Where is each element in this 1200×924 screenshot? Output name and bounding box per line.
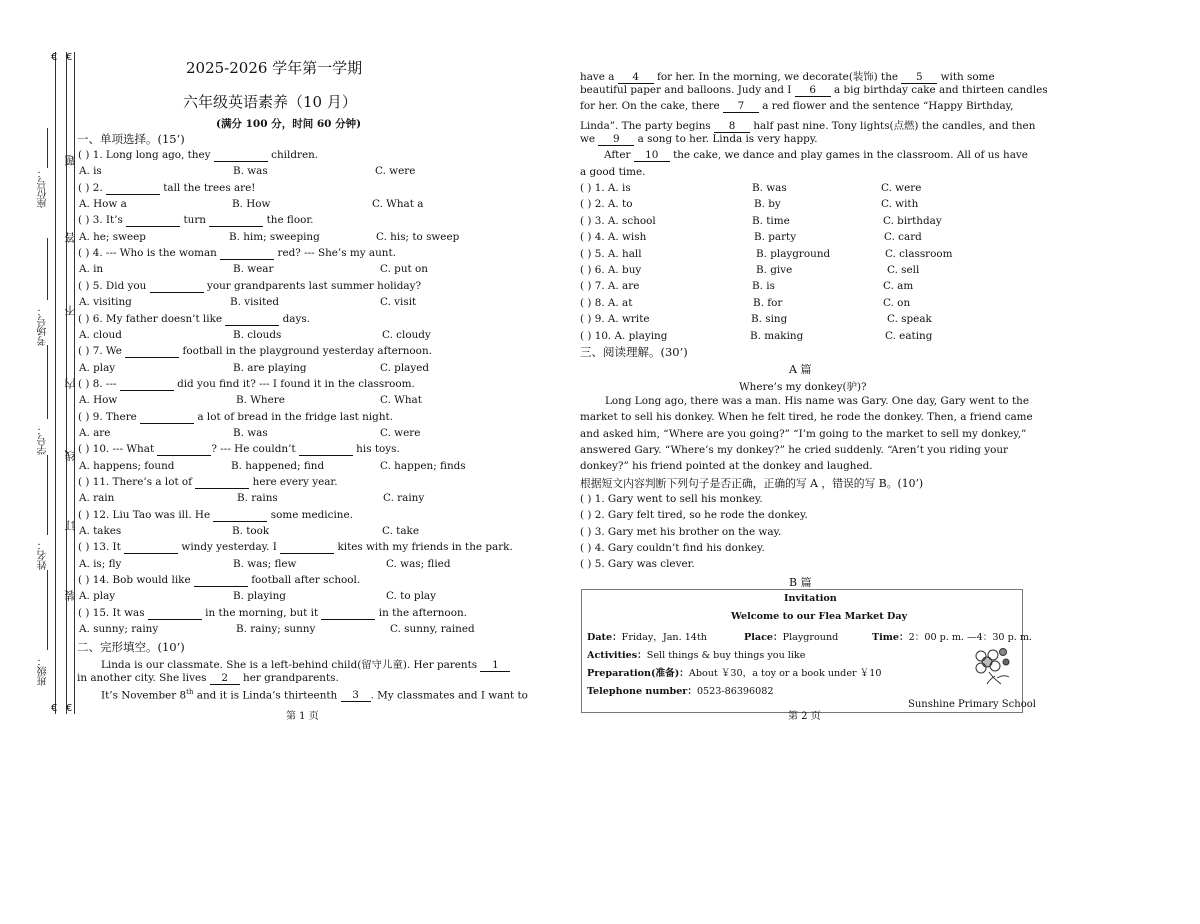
passage-a-title: A 篇 [789, 363, 812, 376]
cloze-option-c: C. were [881, 182, 922, 194]
option-b: B. was; flew [233, 557, 297, 570]
question-stem: ( ) 4. --- Who is the woman red? --- She’s my aunt. [78, 247, 396, 260]
question-stem: ( ) 3. It’s turn the floor. [78, 214, 314, 227]
cloze-option-c: C. on [883, 296, 911, 309]
judgement-item: ( ) 4. Gary couldn’t find his donkey. [580, 541, 765, 554]
answer-blank[interactable] [225, 313, 279, 326]
cloze-line: It’s November 8th and it is Linda’s thirteenth 3 . My classmates and I want to [101, 688, 528, 702]
flower-icon [971, 642, 1015, 686]
cloze-option-b: B. party [754, 231, 797, 244]
section2-heading: 二、完形填空。(10’) [77, 640, 185, 654]
punch-mark: € [51, 703, 58, 714]
cloze-option-b: B. give [756, 264, 793, 276]
judgement-item: ( ) 3. Gary met his brother on the way. [580, 525, 782, 538]
option-c: C. played [380, 361, 430, 374]
cloze-option-c: C. am [883, 280, 914, 293]
option-a: A. sunny; rainy [79, 623, 159, 636]
cut-char: 线 [64, 450, 77, 461]
question-stem: ( ) 8. --- did you find it? --- I found it in the classroom. [78, 377, 415, 390]
cloze-blank[interactable]: 4 [618, 71, 654, 84]
cloze-option-c: C. sell [887, 264, 920, 276]
answer-blank[interactable] [106, 182, 160, 195]
option-c: C. visit [380, 296, 417, 309]
cut-char: 题 [64, 155, 77, 166]
answer-blank[interactable] [220, 247, 274, 260]
cloze-line: have a 4 for her. In the morning, we decorate(装饰) the 5 with some [580, 71, 995, 83]
option-c: C. cloudy [382, 328, 431, 341]
answer-blank[interactable] [140, 411, 194, 424]
seat-number-line [47, 128, 48, 168]
cloze-option-row: ( ) 9. A. write [580, 313, 650, 326]
answer-blank[interactable] [157, 443, 211, 456]
invitation-date: Date：Friday，Jan. 14th [587, 632, 707, 643]
option-c: C. What a [372, 198, 424, 211]
cloze-option-c: C. card [884, 231, 922, 244]
cut-char: 内 [64, 378, 77, 389]
option-c: C. put on [380, 263, 428, 276]
option-a: A. visiting [79, 296, 132, 309]
cloze-line: beautiful paper and balloons. Judy and I 6 a big birthday cake and thirteen candles [580, 84, 1048, 96]
question-stem: ( ) 12. Liu Tao was ill. He some medicine. [78, 508, 353, 521]
cloze-option-c: C. birthday [883, 214, 942, 227]
section3-heading: 三、阅读理解。(30’) [580, 345, 688, 359]
option-b: B. visited [230, 296, 280, 309]
cloze-blank[interactable]: 1 [480, 659, 510, 672]
judgement-item: ( ) 5. Gary was clever. [580, 558, 695, 571]
room-number-line [47, 238, 48, 300]
option-a: A. he; sweep [79, 230, 146, 243]
passage-a-line: donkey?” his friend pointed at the donkey and laughed. [580, 460, 873, 473]
room-number-label: 考场号： [38, 306, 49, 346]
option-a: A. are [79, 426, 111, 439]
question-stem: ( ) 14. Bob would like football after school. [78, 574, 361, 587]
question-stem: ( ) 5. Did you your grandparents last summer holiday? [78, 279, 422, 292]
cloze-line: a good time. [580, 166, 646, 178]
option-a: A. takes [79, 525, 122, 538]
invitation-card [581, 589, 1036, 713]
cloze-line: for her. On the cake, there 7 a red flower and the sentence “Happy Birthday, [580, 100, 1014, 112]
cloze-option-b: B. for [753, 296, 783, 309]
option-b: B. are playing [233, 361, 307, 374]
question-stem: ( ) 15. It was in the morning, but it in the afternoon. [78, 606, 467, 619]
page-number-1: 第 1 页 [286, 711, 319, 722]
exam-info: (满分 100 分，时间 60 分钟) [216, 118, 362, 130]
cut-char: 不 [64, 305, 77, 316]
option-c: C. were [380, 426, 421, 439]
cut-char: 装 [64, 590, 77, 601]
passage-a-line: answered Gary. “Where’s my donkey?” he cried suddenly. “Aren’t you riding your [580, 443, 1009, 456]
seat-number-label: 座位号： [38, 168, 49, 208]
option-a: A. cloud [79, 328, 122, 341]
punch-mark: € [66, 703, 73, 714]
option-b: B. was [233, 165, 268, 178]
option-b: B. happened; find [231, 459, 325, 472]
cloze-option-b: B. making [750, 329, 804, 342]
cloze-blank[interactable]: 3 [341, 689, 371, 702]
name-line [47, 455, 48, 535]
invitation-school: Sunshine Primary School [908, 699, 1036, 710]
cloze-option-b: B. time [752, 214, 790, 227]
option-a: A. is [79, 165, 102, 178]
answer-blank[interactable] [280, 541, 334, 554]
cut-char: 订 [64, 520, 77, 531]
punch-mark: € [51, 52, 58, 63]
cloze-blank[interactable]: 8 [714, 120, 750, 133]
option-a: A. rain [79, 492, 115, 505]
cloze-option-row: ( ) 4. A. wish [580, 231, 647, 244]
option-b: B. rainy; sunny [236, 623, 316, 636]
margin-line-outer [55, 52, 56, 714]
cloze-option-row: ( ) 7. A. are [580, 280, 640, 293]
option-b: B. took [232, 525, 270, 538]
answer-blank[interactable] [195, 476, 249, 489]
cloze-line: Linda”. The party begins 8 half past nine. Tony lights(点燃) the candles, and then [580, 120, 1036, 132]
question-stem: ( ) 13. It windy yesterday. I kites with my friends in the park. [78, 541, 513, 554]
question-stem: ( ) 9. There a lot of bread in the fridge last night. [78, 410, 393, 423]
passage-a-line: market to sell his donkey. When he felt tired, he rode the donkey. Then, a friend came [580, 411, 1033, 424]
student-number-label: 学号： [38, 425, 49, 455]
cloze-option-c: C. eating [885, 329, 933, 342]
exam-subtitle: 六年级英语素养（10 月） [183, 93, 357, 111]
class-label: 班级： [38, 656, 49, 686]
option-a: A. in [79, 263, 104, 276]
answer-blank[interactable] [214, 149, 268, 162]
answer-blank[interactable] [213, 509, 267, 522]
cloze-option-row: ( ) 2. A. to [580, 198, 633, 211]
question-stem: ( ) 2. tall the trees are! [78, 181, 256, 194]
option-c: C. his; to sweep [376, 230, 460, 243]
option-b: B. playing [233, 590, 286, 603]
judgement-item: ( ) 1. Gary went to sell his monkey. [580, 493, 763, 505]
option-b: B. wear [233, 263, 274, 276]
question-stem: ( ) 1. Long long ago, they children. [78, 149, 319, 161]
invitation-title: Invitation [784, 593, 837, 604]
exam-title: 2025-2026 学年第一学期 [186, 59, 363, 77]
option-a: A. How [79, 394, 118, 407]
cloze-blank[interactable]: 2 [210, 672, 240, 685]
cloze-option-row: ( ) 3. A. school [580, 214, 656, 227]
option-a: A. play [79, 361, 116, 374]
judgement-item: ( ) 2. Gary felt tired, so he rode the donkey. [580, 509, 808, 522]
question-stem: ( ) 10. --- What ? --- He couldn’t his toys. [78, 443, 400, 456]
cloze-blank[interactable]: 10 [634, 149, 670, 162]
cloze-option-c: C. speak [887, 313, 932, 326]
passage-a-line: and asked him, “Where are you going?” “I’m going to the market to sell my donkey,” [580, 427, 1027, 440]
option-a: A. happens; found [79, 459, 175, 472]
page-number-2: 第 2 页 [788, 711, 821, 722]
cut-char: 答 [64, 232, 77, 243]
option-c: C. take [382, 525, 420, 538]
cloze-blank[interactable]: 6 [795, 84, 831, 97]
cloze-option-row: ( ) 1. A. is [580, 182, 631, 194]
section1-heading: 一、单项选择。(15’) [77, 132, 185, 146]
cloze-line: Linda is our classmate. She is a left-behind child(留守儿童). Her parents 1 [101, 656, 510, 672]
cloze-blank[interactable]: 5 [901, 71, 937, 84]
answer-blank[interactable] [150, 280, 204, 293]
answer-blank[interactable] [148, 607, 202, 620]
punch-mark: € [66, 52, 73, 63]
option-b: B. him; sweeping [229, 230, 320, 243]
student-number-line [47, 345, 48, 419]
question-stem: ( ) 11. There’s a lot of here every year. [78, 476, 338, 488]
option-a: A. play [79, 590, 116, 603]
cloze-line: in another city. She lives 2 her grandparents. [77, 672, 339, 684]
option-b: B. Where [236, 394, 285, 407]
invitation-welcome: Welcome to our Flea Market Day [731, 611, 908, 622]
class-line [47, 570, 48, 650]
option-b: B. rains [237, 492, 278, 505]
name-label: 姓名： [38, 540, 49, 570]
answer-blank[interactable] [321, 607, 375, 620]
option-b: B. How [232, 198, 271, 211]
cloze-option-c: C. with [881, 198, 919, 211]
cloze-option-b: B. is [752, 280, 775, 293]
cloze-line: After 10 the cake, we dance and play games in the classroom. All of us have [604, 149, 1028, 161]
option-c: C. sunny, rained [390, 623, 475, 636]
question-stem: ( ) 7. We football in the playground yesterday afternoon. [78, 345, 432, 358]
cloze-line: we 9 a song to her. Linda is very happy. [580, 133, 818, 145]
question-stem: ( ) 6. My father doesn’t like days. [78, 312, 310, 325]
cloze-option-row: ( ) 8. A. at [580, 296, 633, 309]
option-a: A. How a [79, 198, 127, 211]
invitation-activities: Activities：Sell things & buy things you like [587, 650, 806, 661]
option-b: B. was [233, 426, 268, 439]
cloze-option-row: ( ) 10. A. playing [580, 329, 668, 342]
option-a: A. is; fly [79, 557, 122, 570]
cloze-blank[interactable]: 7 [723, 100, 759, 113]
option-c: C. was; flied [386, 557, 451, 570]
answer-blank[interactable] [120, 378, 174, 391]
invitation-place: Place：Playground [744, 632, 839, 643]
option-c: C. What [380, 394, 422, 407]
answer-blank[interactable] [126, 214, 180, 227]
answer-blank[interactable] [125, 345, 179, 358]
passage-b-title: B 篇 [789, 576, 812, 589]
answer-blank[interactable] [209, 214, 263, 227]
cloze-option-b: B. by [754, 198, 781, 211]
passage-a-subtitle: Where’s my donkey(驴)? [739, 381, 867, 393]
answer-blank[interactable] [194, 574, 248, 587]
option-c: C. rainy [383, 492, 425, 505]
passage-a-line: Long Long ago, there was a man. His name was Gary. One day, Gary went to the [605, 395, 1030, 407]
cloze-option-row: ( ) 6. A. buy [580, 264, 642, 276]
cloze-option-b: B. sing [751, 313, 788, 326]
cloze-option-c: C. classroom [885, 247, 953, 260]
invitation-telephone: Telephone number：0523-86396082 [587, 686, 774, 697]
option-c: C. happen; finds [380, 459, 466, 472]
option-c: C. were [375, 165, 416, 178]
answer-blank[interactable] [299, 443, 353, 456]
invitation-time: Time：2：00 p. m. —4：30 p. m. [872, 632, 1032, 643]
invitation-preparation: Preparation(准备)：About ￥30，a toy or a book under ￥10 [587, 668, 882, 679]
answer-blank[interactable] [124, 541, 178, 554]
cloze-option-b: B. was [752, 182, 787, 194]
passage-a-instruction: 根据短文内容判断下列句子是否正确，正确的写 A ，错误的写 B。(10’) [580, 477, 924, 490]
cloze-option-b: B. playground [756, 247, 831, 260]
cloze-blank[interactable]: 9 [598, 133, 634, 146]
option-c: C. to play [386, 590, 436, 603]
cloze-option-row: ( ) 5. A. hall [580, 247, 642, 260]
option-b: B. clouds [233, 328, 282, 341]
